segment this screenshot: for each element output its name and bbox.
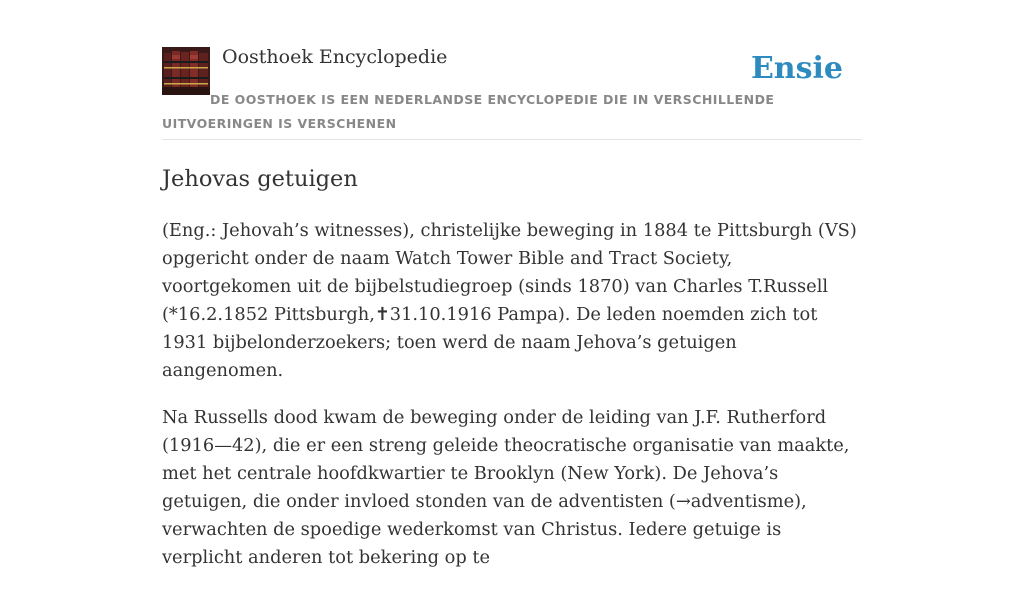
article-paragraph: Na Russells dood kwam de beweging onder de leiding van J.F. Rutherford (1916—42), die er een streng geleide theocratische organisatie van maakte, met het centrale hoofdkwartier te Brooklyn (New York). De Jehova’s getuigen, die onder invloed stonden van de adventisten (→adventisme), verwachten de spoedige wederkomst van Christus. Iedere getuige is verplicht anderen tot bekering op te — [162, 407, 850, 568]
article-title: Jehovas getuigen — [162, 166, 358, 192]
header-divider — [162, 139, 862, 140]
site-tagline: DE OOSTHOEK IS EEN NEDERLANDSE ENCYCLOPEDIE DIE IN VERSCHILLENDE UITVOERINGEN IS VERSCHENEN — [162, 92, 775, 131]
article-paragraph: (Eng.: Jehovah’s witnesses), christelijke beweging in 1884 te Pittsburgh (VS) opgericht onder de naam Watch Tower Bible and Tract Society, voortgekomen uit de bijbelstudiegroep (sinds 1870) van Charles T.Russell (*16.2.1852 Pittsburgh,✝31.10.1916 Pampa). De leden noemden zich tot 1931 bijbelonderzoekers; toen werd de naam Jehova’s getuigen aangenomen. — [162, 220, 857, 381]
article — [162, 162, 862, 591]
site-title-link[interactable]: Oosthoek Encyclopedie — [222, 46, 448, 68]
ensie-logo-link[interactable]: Ensie — [750, 51, 843, 86]
